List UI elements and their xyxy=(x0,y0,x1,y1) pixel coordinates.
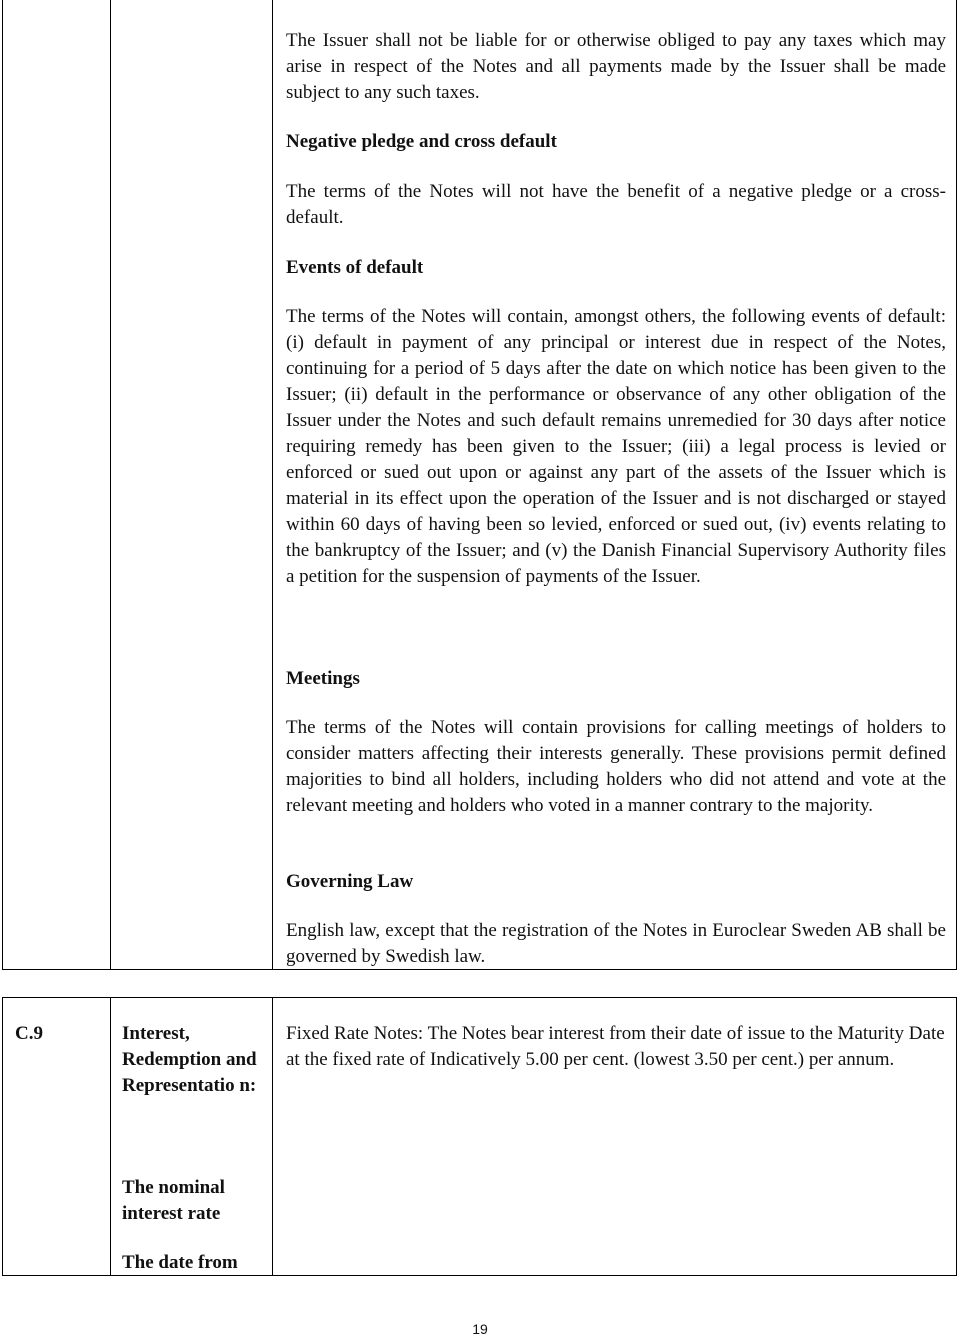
lower-table-divider-2 xyxy=(272,997,273,1276)
negative-pledge-heading: Negative pledge and cross default xyxy=(286,131,557,152)
upper-table-left-border xyxy=(2,0,3,970)
lower-table-top-border xyxy=(2,997,957,998)
upper-table-divider-1 xyxy=(110,0,111,970)
nominal-interest-rate-label: The nominal interest rate xyxy=(122,1177,225,1224)
meetings-text: The terms of the Notes will contain provisions for calling meetings of holders to consider matters affecting their interests generally. These provisions permit defined majorities to bind all holders, including holders who did not attend and vote at the relevant meeting and holders who voted in a manner contrary to the majority. xyxy=(286,717,946,816)
upper-table-right-border xyxy=(956,0,957,970)
element-number: C.9 xyxy=(15,1023,43,1044)
governing-law-text: English law, except that the registration of the Notes in Euroclear Sweden AB shall be governed by Swedish law. xyxy=(286,920,946,967)
element-title: Interest, Redemption and Representatio n: xyxy=(122,1023,257,1096)
tax-paragraph: The Issuer shall not be liable for or otherwise obliged to pay any taxes which may arise in respect of the Notes and all payments made by the Issuer shall be made subject to any such taxes. xyxy=(286,30,946,103)
events-of-default-heading: Events of default xyxy=(286,257,424,278)
events-of-default-text: The terms of the Notes will contain, amongst others, the following events of default: (i) default in payment of any principal or interest due in respect of the Notes, continuing for a period of 5 days after the date on which notice has been given to the Issuer; (ii) default in the performance or observance of any other obligation of the Issuer under the Notes and such default remains unremedied for 30 days after notice requiring remedy has been given to the Issuer; (iii) a legal process is levied or enforced or sued out upon or against any part of the assets of the Issuer which is material in its effect upon the operation of the Issuer and is not discharged or stayed within 60 days of having been so levied, enforced or sued out, (iv) events relating to the bankruptcy of the Issuer; and (v) the Danish Financial Supervisory Authority files a petition for the suspension of payments of the Issuer. xyxy=(286,306,946,587)
negative-pledge-text: The terms of the Notes will not have the benefit of a negative pledge or a cross-default. xyxy=(286,181,946,228)
fixed-rate-notes-text: Fixed Rate Notes: The Notes bear interest from their date of issue to the Maturity Date at the fixed rate of Indicatively 5.00 per cent. (lowest 3.50 per cent.) per annum. xyxy=(286,1023,945,1070)
meetings-heading: Meetings xyxy=(286,668,360,689)
lower-table-divider-1 xyxy=(110,997,111,1276)
page-number: 19 xyxy=(472,1321,488,1337)
upper-table-divider-2 xyxy=(272,0,273,970)
lower-table-left-border xyxy=(2,997,3,1276)
lower-table-right-border xyxy=(956,997,957,1276)
date-from-label: The date from xyxy=(122,1252,238,1273)
governing-law-heading: Governing Law xyxy=(286,871,414,892)
